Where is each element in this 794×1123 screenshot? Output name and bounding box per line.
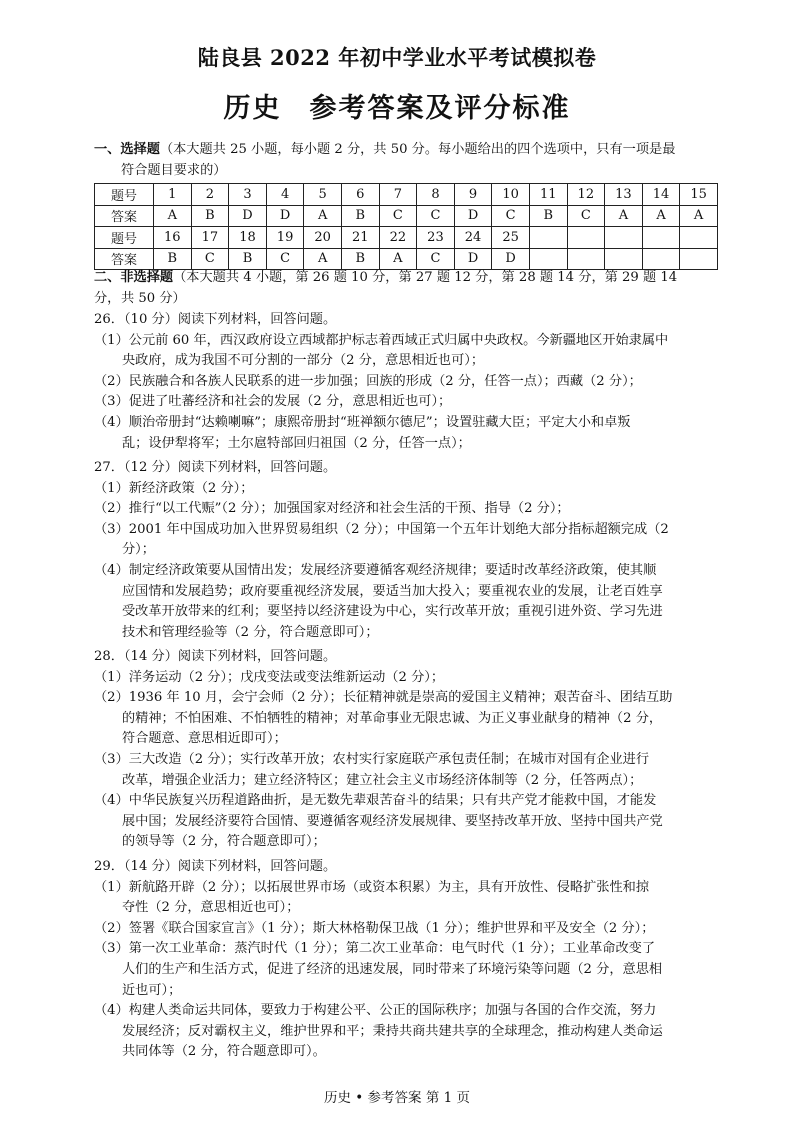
answer-line: （4）制定经济政策要从国情出发；发展经济要遵循客观经济规律；要适时改革经济政策，使其顺: [94, 563, 657, 578]
question-heading: 26．（10 分）阅读下列材料，回答问题。: [94, 312, 337, 327]
answer-line: （2）民族融合和各族人民联系的进一步加强；回族的形成（2 分，任答一点）；西藏（2 分）；: [94, 373, 642, 389]
table-cell: A: [605, 205, 643, 227]
table-cell: 19: [266, 227, 304, 249]
answer-line: （3）三大改造（2 分）；实行改革开放；农村实行家庭联产承包责任制；在城市对国有企业进行: [94, 752, 650, 767]
table-cell: D: [229, 205, 267, 227]
answer-line-cont: 发展经济；反对霸权主义，维护世界和平；秉持共商共建共享的全球理念，推动构建人类命运: [122, 1023, 663, 1039]
table-cell: 6: [341, 184, 379, 206]
row-header: 答案: [95, 248, 154, 270]
table-cell: B: [341, 205, 379, 227]
table-cell: C: [191, 248, 229, 270]
table-cell: 8: [417, 184, 455, 206]
answer-line: （3）促进了吐蕃经济和社会的发展（2 分，意思相近也可）；: [94, 394, 452, 410]
table-cell: 5: [304, 184, 342, 206]
answer-line-cont: 应国情和发展趋势；政府要重视经济发展，要适当加大投入；要重视农业的发展，让老百姓享: [122, 583, 663, 599]
table-cell: [529, 227, 567, 249]
section2-desc-line2: 共 50 分）: [121, 291, 186, 306]
table-cell: [605, 248, 643, 270]
table-cell: 10: [492, 184, 530, 206]
table-cell: 25: [492, 227, 530, 249]
row-header: 答案: [95, 205, 154, 227]
answer-line-cont: 的领导等（2 分，符合题意即可）；: [122, 834, 326, 850]
page-title: [0, 86, 794, 125]
answer-line-cont: 展中国；发展经济要符合国情、要遵循客观经济发展规律、要坚持改革开放、坚持中国共产党: [122, 813, 663, 829]
table-cell: 2: [191, 184, 229, 206]
answer-line: （2）1936 年 10 月，会宁会师（2 分）；长征精神就是崇高的爱国主义精神；艰苦奋斗、团结互助: [94, 690, 673, 706]
table-cell: C: [417, 205, 455, 227]
table-cell: [529, 248, 567, 270]
answer-line: （3）第一次工业革命：蒸汽时代（1 分）；第二次工业革命：电气时代（1 分）；工业革命改变了: [94, 941, 656, 957]
answer-line-cont: 共同体等（2 分，符合题意即可）。: [122, 1044, 326, 1060]
table-row-ans2: [95, 248, 718, 270]
row-header: 题号: [95, 184, 154, 206]
table-cell: C: [379, 205, 417, 227]
table-cell: 7: [379, 184, 417, 206]
table-row-nums1: [95, 184, 718, 206]
table-cell: B: [154, 248, 192, 270]
subject-label: 历史: [223, 93, 282, 124]
table-cell: [567, 248, 605, 270]
answer-line-cont: 夺性（2 分，意思相近也可）；: [122, 900, 300, 916]
table-cell: C: [567, 205, 605, 227]
answer-line: （2）签署《联合国家宣言》（1 分）；斯大林格勒保卫战（1 分）；维护世界和平及安全（2 分）；: [94, 920, 655, 936]
exam-title: 陆良县 2022 年初中学业水平考试模拟卷: [197, 45, 597, 70]
table-cell: [680, 248, 718, 270]
question-heading: 29．（14 分）阅读下列材料，回答问题。: [94, 859, 337, 874]
table-cell: [642, 248, 680, 270]
answer-line-cont: 乱；设伊犁将军；土尔扈特部回归祖国（2 分，任答一点）；: [122, 435, 471, 451]
answer-line-cont: 符合题意、意思相近即可）；: [122, 731, 287, 747]
answer-line: （4）构建人类命运共同体，要致力于构建公平、公正的国际秩序；加强与各国的合作交流，努力: [94, 1003, 657, 1019]
table-cell: 11: [529, 184, 567, 206]
answer-line-cont: 人们的生产和生活方式，促进了经济的迅速发展，同时带来了环境污染等问题（2 分，意思相: [122, 962, 663, 977]
table-cell: A: [379, 248, 417, 270]
subtitle-label: 参考答案及评分标准: [309, 93, 571, 124]
table-cell: C: [417, 248, 455, 270]
table-cell: 3: [229, 184, 267, 206]
table-cell: D: [266, 205, 304, 227]
section2-desc-line1: （本大题共 4 小题，第 26 题 10 分，第 27 题 12 分，第 28 题 14 分，第 29 题 14 分，: [94, 270, 678, 306]
answer-line: （4）顺治帝册封“达赖喇嘛”；康熙帝册封“班禅额尔德尼”；设置驻藏大臣；平定大小和卓叛: [94, 415, 631, 430]
row-header: 题号: [95, 227, 154, 249]
answer-line-cont: 的精神；不怕困难、不怕牺牲的精神；对革命事业无限忠诚、为正义事业献身的精神（2 分，: [122, 710, 663, 726]
question-heading: 27．（12 分）阅读下列材料，回答问题。: [94, 460, 337, 475]
answer-line: （2）推行“以工代赈”（2 分）；加强国家对经济和社会生活的干预、指导（2 分）；: [94, 501, 570, 517]
answer-line: （1）洋务运动（2 分）；戊戌变法或变法维新运动（2 分）；: [94, 669, 445, 685]
answer-line-cont: 技术和管理经验等（2 分，符合题意即可）；: [122, 624, 379, 640]
table-cell: A: [304, 205, 342, 227]
answer-line-cont: 近也可）；: [122, 982, 182, 998]
table-cell: 21: [341, 227, 379, 249]
table-cell: 22: [379, 227, 417, 249]
table-cell: [605, 227, 643, 249]
answer-line: （1）新航路开辟（2 分）；以拓展世界市场（或资本积累）为主，具有开放性、侵略扩张性和掠: [94, 879, 650, 895]
table-cell: 16: [154, 227, 192, 249]
answer-line-cont: 央政府，成为我国不可分割的一部分（2 分，意思相近也可）；: [122, 353, 485, 369]
answer-line-cont: 改革，增强企业活力；建立经济特区；建立社会主义市场经济体制等（2 分，任答两点）；: [122, 772, 643, 788]
table-cell: D: [492, 248, 530, 270]
answer-line: （1）新经济政策（2 分）；: [94, 480, 254, 496]
table-cell: 17: [191, 227, 229, 249]
answer-line-cont: 受改革开放带来的红利；要坚持以经济建设为中心，实行改革开放；重视引进外资、学习先进: [122, 604, 663, 620]
table-cell: 15: [680, 184, 718, 206]
table-cell: B: [529, 205, 567, 227]
table-cell: D: [454, 248, 492, 270]
table-cell: D: [454, 205, 492, 227]
table-cell: B: [191, 205, 229, 227]
table-cell: 12: [567, 184, 605, 206]
table-cell: [642, 227, 680, 249]
table-cell: [680, 227, 718, 249]
section1-desc-line1: （本大题共 25 小题，每小题 2 分，共 50 分。每小题给出的四个选项中，只有一项是最: [159, 142, 676, 157]
question-heading: 28．（14 分）阅读下列材料，回答问题。: [94, 649, 337, 664]
table-cell: C: [492, 205, 530, 227]
table-cell: B: [229, 248, 267, 270]
answer-line: （1）公元前 60 年，西汉政府设立西域都护标志着西域正式归属中央政权。今新疆地区开始隶属中: [94, 332, 669, 348]
answer-line: （3）2001 年中国成功加入世界贸易组织（2 分）；中国第一个五年计划绝大部分指标超额完成（2: [94, 521, 669, 537]
table-cell: [567, 227, 605, 249]
table-cell: 1: [154, 184, 192, 206]
table-cell: 13: [605, 184, 643, 206]
table-cell: 14: [642, 184, 680, 206]
table-cell: 24: [454, 227, 492, 249]
section1-desc-line2: 符合题目要求的）: [121, 163, 227, 178]
section2-label: 二、非选择题: [94, 270, 174, 285]
table-cell: C: [266, 248, 304, 270]
answer-line: （4）中华民族复兴历程道路曲折，是无数先辈艰苦奋斗的结果；只有共产党才能救中国，才能发: [94, 793, 657, 809]
table-row-ans1: [95, 205, 718, 227]
section1-heading: [94, 140, 704, 161]
answer-line-cont: 分）；: [122, 542, 155, 558]
page-footer: 历史 • 参考答案 第 1 页: [323, 1090, 470, 1106]
table-cell: B: [341, 248, 379, 270]
answer-table: [94, 183, 718, 270]
table-row-nums2: [95, 227, 718, 249]
table-cell: 18: [229, 227, 267, 249]
section1-label: 一、选择题: [94, 142, 160, 157]
table-cell: 23: [417, 227, 455, 249]
table-cell: 9: [454, 184, 492, 206]
table-cell: 4: [266, 184, 304, 206]
table-cell: 20: [304, 227, 342, 249]
table-cell: A: [154, 205, 192, 227]
table-cell: A: [304, 248, 342, 270]
table-cell: A: [642, 205, 680, 227]
table-cell: A: [680, 205, 718, 227]
